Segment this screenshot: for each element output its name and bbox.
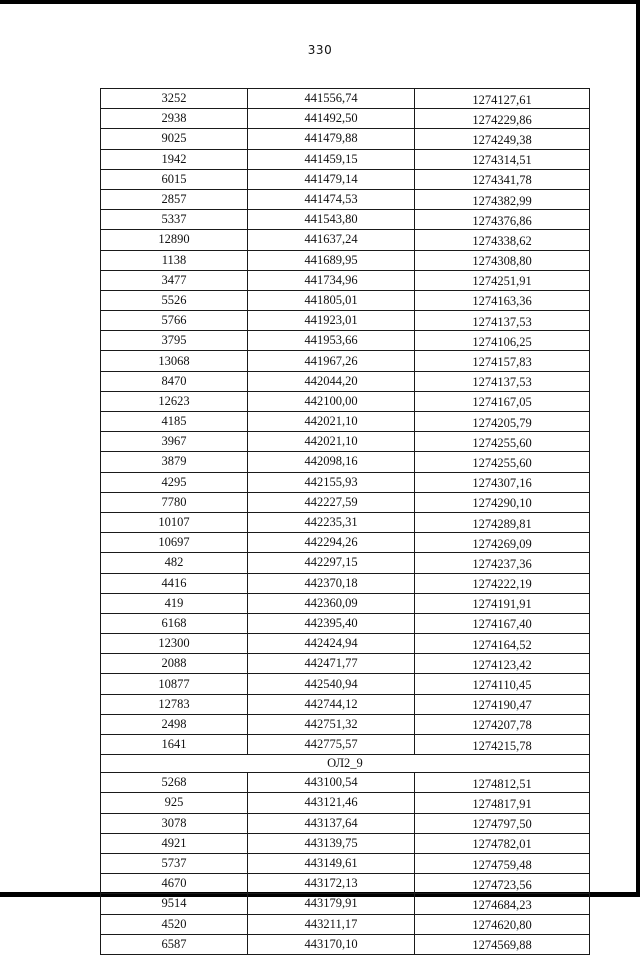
table-row [101,331,590,351]
x-coordinate-cell: 443149,61 [248,853,415,873]
y-coordinate-cell: 1274269,09 [415,533,590,553]
table-row [101,89,590,109]
point-number-cell: 3795 [101,331,248,351]
table-row [101,833,590,853]
x-coordinate-cell: 442235,31 [248,512,415,532]
table-row [101,573,590,593]
x-coordinate-cell: 441953,66 [248,331,415,351]
y-coordinate-cell: 1274289,81 [415,512,590,532]
x-coordinate-cell: 441556,74 [248,89,415,109]
table-row [101,853,590,873]
x-coordinate-cell: 441967,26 [248,351,415,371]
y-coordinate-cell: 1274307,16 [415,472,590,492]
point-number-cell: 12890 [101,230,248,250]
point-number-cell: 12783 [101,694,248,714]
x-coordinate-cell: 443139,75 [248,833,415,853]
table-row [101,634,590,654]
y-coordinate-cell: 1274222,19 [415,573,590,593]
table-row [101,773,590,793]
y-coordinate-cell: 1274137,53 [415,371,590,391]
x-coordinate-cell: 443121,46 [248,793,415,813]
x-coordinate-cell: 441543,80 [248,210,415,230]
x-coordinate-cell: 442021,10 [248,432,415,452]
table-row [101,735,590,755]
x-coordinate-cell: 443179,91 [248,894,415,914]
x-coordinate-cell: 441459,15 [248,149,415,169]
y-coordinate-cell: 1274620,80 [415,914,590,934]
table-row [101,512,590,532]
x-coordinate-cell: 442297,15 [248,553,415,573]
table-row [101,230,590,250]
y-coordinate-cell: 1274255,60 [415,432,590,452]
table-row [101,351,590,371]
y-coordinate-cell: 1274123,42 [415,654,590,674]
point-number-cell: 3477 [101,270,248,290]
point-number-cell: 10877 [101,674,248,694]
table-row [101,654,590,674]
y-coordinate-cell: 1274290,10 [415,492,590,512]
point-number-cell: 2088 [101,654,248,674]
table-row [101,553,590,573]
y-coordinate-cell: 1274308,80 [415,250,590,270]
x-coordinate-cell: 443211,17 [248,914,415,934]
x-coordinate-cell: 442227,59 [248,492,415,512]
y-coordinate-cell: 1274251,91 [415,270,590,290]
point-number-cell: 482 [101,553,248,573]
x-coordinate-cell: 442021,10 [248,412,415,432]
point-number-cell: 4185 [101,412,248,432]
table-row [101,149,590,169]
x-coordinate-cell: 443137,64 [248,813,415,833]
table-row [101,452,590,472]
table-row [101,472,590,492]
y-coordinate-cell: 1274723,56 [415,874,590,894]
y-coordinate-cell: 1274207,78 [415,714,590,734]
y-coordinate-cell: 1274167,40 [415,613,590,633]
table-row [101,533,590,553]
table-row [101,613,590,633]
x-coordinate-cell: 441479,88 [248,129,415,149]
table-row [101,189,590,209]
table-row [101,129,590,149]
x-coordinate-cell: 442424,94 [248,634,415,654]
point-number-cell: 3078 [101,813,248,833]
point-number-cell: 4670 [101,874,248,894]
point-number-cell: 3879 [101,452,248,472]
section-label: ОЛ2_9 [101,755,590,773]
y-coordinate-cell: 1274797,50 [415,813,590,833]
point-number-cell: 12623 [101,391,248,411]
table-row [101,371,590,391]
table-row [101,311,590,331]
table-row [101,492,590,512]
point-number-cell: 5337 [101,210,248,230]
y-coordinate-cell: 1274684,23 [415,894,590,914]
point-number-cell: 4921 [101,833,248,853]
y-coordinate-cell: 1274812,51 [415,773,590,793]
point-number-cell: 925 [101,793,248,813]
table-row [101,250,590,270]
coordinates-table-body-lower [101,773,590,955]
table-row [101,290,590,310]
x-coordinate-cell: 443100,54 [248,773,415,793]
y-coordinate-cell: 1274205,79 [415,412,590,432]
x-coordinate-cell: 442294,26 [248,533,415,553]
coordinates-table [100,88,590,955]
x-coordinate-cell: 442044,20 [248,371,415,391]
y-coordinate-cell: 1274569,88 [415,934,590,954]
x-coordinate-cell: 441689,95 [248,250,415,270]
y-coordinate-cell: 1274249,38 [415,129,590,149]
coordinates-table-section [101,755,590,773]
y-coordinate-cell: 1274190,47 [415,694,590,714]
x-coordinate-cell: 443172,13 [248,874,415,894]
point-number-cell: 5526 [101,290,248,310]
point-number-cell: 2938 [101,109,248,129]
y-coordinate-cell: 1274191,91 [415,593,590,613]
y-coordinate-cell: 1274229,86 [415,109,590,129]
point-number-cell: 5268 [101,773,248,793]
x-coordinate-cell: 442540,94 [248,674,415,694]
table-row [101,109,590,129]
point-number-cell: 6587 [101,934,248,954]
x-coordinate-cell: 442098,16 [248,452,415,472]
x-coordinate-cell: 442471,77 [248,654,415,674]
y-coordinate-cell: 1274759,48 [415,853,590,873]
x-coordinate-cell: 441492,50 [248,109,415,129]
point-number-cell: 4520 [101,914,248,934]
table-row [101,793,590,813]
scan-border-right [636,0,640,897]
point-number-cell: 6015 [101,169,248,189]
point-number-cell: 4295 [101,472,248,492]
y-coordinate-cell: 1274255,60 [415,452,590,472]
x-coordinate-cell: 441734,96 [248,270,415,290]
y-coordinate-cell: 1274163,36 [415,290,590,310]
point-number-cell: 1641 [101,735,248,755]
page-number: 330 [307,43,333,57]
y-coordinate-cell: 1274167,05 [415,391,590,411]
table-row [101,270,590,290]
table-row [101,694,590,714]
scan-border-top [0,0,640,4]
table-row [101,674,590,694]
x-coordinate-cell: 441637,24 [248,230,415,250]
table-row [101,934,590,954]
section-header-row [101,755,590,773]
point-number-cell: 5737 [101,853,248,873]
y-coordinate-cell: 1274164,52 [415,634,590,654]
coordinates-table-body-upper [101,89,590,755]
table-row [101,412,590,432]
x-coordinate-cell: 442100,00 [248,391,415,411]
y-coordinate-cell: 1274157,83 [415,351,590,371]
x-coordinate-cell: 442395,40 [248,613,415,633]
point-number-cell: 13068 [101,351,248,371]
x-coordinate-cell: 442775,57 [248,735,415,755]
x-coordinate-cell: 443170,10 [248,934,415,954]
point-number-cell: 2498 [101,714,248,734]
point-number-cell: 3967 [101,432,248,452]
point-number-cell: 419 [101,593,248,613]
y-coordinate-cell: 1274782,01 [415,833,590,853]
point-number-cell: 9514 [101,894,248,914]
table-row [101,813,590,833]
x-coordinate-cell: 441479,14 [248,169,415,189]
x-coordinate-cell: 442751,32 [248,714,415,734]
y-coordinate-cell: 1274341,78 [415,169,590,189]
y-coordinate-cell: 1274215,78 [415,735,590,755]
point-number-cell: 7780 [101,492,248,512]
table-row [101,874,590,894]
point-number-cell: 10107 [101,512,248,532]
y-coordinate-cell: 1274237,36 [415,553,590,573]
point-number-cell: 9025 [101,129,248,149]
table-row [101,210,590,230]
point-number-cell: 10697 [101,533,248,553]
x-coordinate-cell: 442744,12 [248,694,415,714]
table-row [101,391,590,411]
point-number-cell: 12300 [101,634,248,654]
point-number-cell: 4416 [101,573,248,593]
x-coordinate-cell: 441805,01 [248,290,415,310]
y-coordinate-cell: 1274110,45 [415,674,590,694]
x-coordinate-cell: 441923,01 [248,311,415,331]
table-row [101,714,590,734]
point-number-cell: 2857 [101,189,248,209]
point-number-cell: 5766 [101,311,248,331]
y-coordinate-cell: 1274817,91 [415,793,590,813]
table-row [101,914,590,934]
x-coordinate-cell: 441474,53 [248,189,415,209]
x-coordinate-cell: 442370,18 [248,573,415,593]
table-row [101,593,590,613]
y-coordinate-cell: 1274106,25 [415,331,590,351]
y-coordinate-cell: 1274382,99 [415,189,590,209]
y-coordinate-cell: 1274338,62 [415,230,590,250]
y-coordinate-cell: 1274314,51 [415,149,590,169]
point-number-cell: 1942 [101,149,248,169]
x-coordinate-cell: 442155,93 [248,472,415,492]
x-coordinate-cell: 442360,09 [248,593,415,613]
y-coordinate-cell: 1274137,53 [415,311,590,331]
table-row [101,169,590,189]
point-number-cell: 8470 [101,371,248,391]
point-number-cell: 1138 [101,250,248,270]
point-number-cell: 6168 [101,613,248,633]
y-coordinate-cell: 1274127,61 [415,89,590,109]
point-number-cell: 3252 [101,89,248,109]
y-coordinate-cell: 1274376,86 [415,210,590,230]
table-row [101,432,590,452]
